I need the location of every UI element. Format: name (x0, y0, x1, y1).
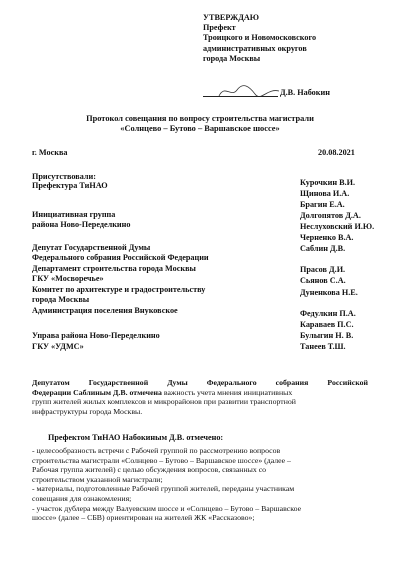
person: Щинова И.А. (300, 189, 350, 198)
protocol-title-line2: «Солнцево – Бутово – Варшавское шоссе» (120, 124, 280, 133)
organization: Префектура ТиНАО (32, 181, 108, 190)
protocol-title-line1: Протокол совещания по вопросу строительства магистрали (86, 114, 314, 123)
date: 20.08.2021 (318, 148, 355, 157)
person: Саблин Д.В. (300, 244, 346, 253)
organization: Федерального собрания Российской Федерации (32, 253, 209, 262)
approval-line: Троицкого и Новомосковского (203, 33, 317, 43)
person: Брагин Е.А. (300, 200, 345, 209)
signature-line (203, 96, 278, 97)
person: Танеев Т.Ш. (300, 342, 346, 351)
approval-block (203, 13, 316, 64)
organization: Департамент строительства города Москвы (32, 264, 196, 273)
person: Булыгин Н. В. (300, 331, 354, 340)
person: Неслуховский И.Ю. (300, 222, 375, 231)
organization: Администрация поселения Внуковское (32, 306, 178, 315)
organization: района Ново-Переделкино (32, 220, 131, 229)
signatory-name: Д.В. Набокин (280, 88, 330, 97)
attendees-heading: Присутствовали: (32, 172, 96, 181)
person: Курочкин В.И. (300, 178, 356, 187)
organization: ГКУ «Мосворечье» (32, 274, 104, 283)
list-item-line: - материалы, подготовленные Рабочей группой жителей, переданы участникам (32, 484, 295, 494)
list-item-line: совещания для ознакомления; (32, 493, 132, 503)
list-item-line: Рабочая группа жителей) с целью обсуждения вопросов, связанных со (32, 465, 267, 475)
list-item-line: строительства магистрали «Солнцево – Бутово – Варшавское шоссе» (далее – (32, 455, 291, 465)
person: Сьянов С.А. (300, 276, 346, 285)
list-item-line: - участок дублера между Валуевским шоссе и «Солнцево – Бутово – Варшавское (32, 503, 302, 513)
deputy-statement (32, 378, 368, 416)
prefect-statement-heading: Префектом ТиНАО Набокиным Д.В. отмечено: (48, 433, 224, 442)
person: Долгопятов Д.А. (300, 211, 361, 220)
approval-line: Префект (203, 23, 236, 33)
organization: Инициативная группа (32, 210, 116, 219)
list-item-line: строительством указанной магистрали; (32, 474, 163, 484)
person: Черненко В.А. (300, 233, 354, 242)
list-item-line: шоссе» (далее – СБВ) ориентирован на жителей ЖК «Рассказово»; (32, 513, 255, 523)
organization: Комитет по архитектуре и градостроительству (32, 285, 206, 294)
deputy-statement-lead-1: Депутатом Государственной Думы Федерального собрания Российской (32, 378, 368, 387)
organization: Управа района Ново-Переделкино (32, 331, 160, 340)
organization: ГКУ «УДМС» (32, 342, 84, 351)
approval-line: города Москвы (203, 53, 261, 63)
person: Дуненкова Н.Е. (300, 288, 358, 297)
list-item-line: - целесообразность встречи с Рабочей группой по рассмотрению вопросов (32, 446, 281, 455)
deputy-statement-text: групп жителей жилых комплексов и микрорайонов при развитии транспортной (32, 397, 296, 407)
organization: Депутат Государственной Думы (32, 243, 151, 252)
person: Федулкин П.А. (300, 309, 356, 318)
place: г. Москва (32, 148, 68, 157)
signature-icon (215, 82, 285, 100)
deputy-statement-text: инфраструктуры города Москвы. (32, 406, 143, 416)
organization: города Москвы (32, 295, 90, 304)
approval-line: административных округов (203, 43, 307, 53)
deputy-statement-text: важность учета мнения инициативных (163, 387, 293, 397)
approval-heading: УТВЕРЖДАЮ (203, 13, 259, 22)
person: Прасов Д.И. (300, 265, 346, 274)
person: Караваев П.С. (300, 320, 354, 329)
deputy-statement-lead-2: Федерации Саблиным Д.В. отмечена (32, 387, 162, 397)
prefect-statement-items (32, 446, 368, 523)
